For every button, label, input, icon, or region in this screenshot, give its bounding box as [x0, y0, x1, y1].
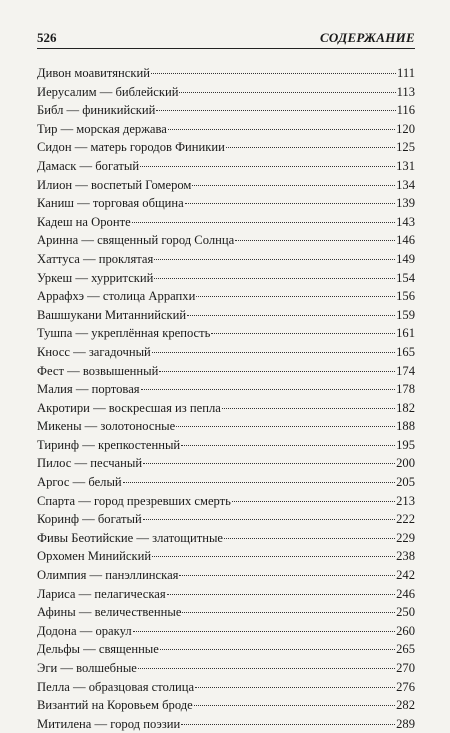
toc-entry-title: Сидон — матерь городов Финикии — [37, 140, 225, 155]
page-header — [37, 28, 415, 49]
toc-entry — [37, 287, 415, 306]
toc-entry-page: 289 — [396, 716, 415, 731]
toc-entry — [37, 250, 415, 269]
toc-entry-page: 146 — [396, 233, 415, 248]
toc-entry-title: Тушпа — укреплённая крепость — [37, 326, 211, 341]
toc-entry-title: Додона — оракул — [37, 623, 132, 638]
toc-entry — [37, 696, 415, 715]
toc-entry-title: Византий на Коровьем броде — [37, 698, 193, 713]
dot-leader — [132, 222, 395, 223]
toc-entry-title: Иерусалим — библейский — [37, 84, 179, 99]
toc-entry-page: 139 — [396, 196, 415, 211]
dot-leader — [222, 408, 395, 409]
toc-entry-title: Аринна — священный город Солнца — [37, 233, 235, 248]
toc-entry — [37, 566, 415, 585]
toc-entry — [37, 231, 415, 250]
dot-leader — [160, 649, 395, 650]
toc-entry-title: Кносс — загадочный — [37, 344, 151, 359]
toc-entry — [37, 269, 415, 288]
toc-entry-page: 222 — [396, 512, 415, 527]
toc-entry — [37, 83, 415, 102]
dot-leader — [143, 463, 395, 464]
toc-entry-page: 205 — [396, 475, 415, 490]
toc-entry-page: 246 — [396, 586, 415, 601]
toc-entry — [37, 547, 415, 566]
toc-entry — [37, 659, 415, 678]
toc-entry — [37, 194, 415, 213]
dot-leader — [181, 724, 395, 725]
dot-leader — [159, 371, 395, 372]
toc-entry-title: Кадеш на Оронте — [37, 214, 131, 229]
toc-entry-page: 195 — [396, 437, 415, 452]
dot-leader — [140, 166, 395, 167]
dot-leader — [235, 240, 395, 241]
toc-entry-title: Дивон моавитянский — [37, 66, 150, 80]
toc-entry-title: Дамаск — богатый — [37, 158, 140, 173]
toc-entry — [37, 678, 415, 697]
toc-entry — [37, 324, 415, 343]
toc-entry-page: 282 — [396, 698, 415, 713]
toc-entry — [37, 473, 415, 492]
toc-entry — [37, 343, 415, 362]
toc-entry-title: Илион — воспетый Гомером — [37, 177, 192, 192]
toc-entry-page: 111 — [397, 66, 415, 80]
toc-entry-title: Уркеш — хурритский — [37, 270, 154, 285]
toc-entry-title: Аррафхэ — столица Аррапхи — [37, 289, 196, 304]
dot-leader — [154, 259, 395, 260]
table-of-contents — [37, 64, 415, 733]
toc-entry-title: Каниш — торговая община — [37, 196, 184, 211]
toc-entry — [37, 157, 415, 176]
toc-entry — [37, 492, 415, 511]
dot-leader — [151, 73, 396, 74]
toc-entry-page: 276 — [396, 679, 415, 694]
toc-entry-title: Пилос — песчаный — [37, 456, 143, 471]
dot-leader — [179, 575, 395, 576]
dot-leader — [192, 185, 395, 186]
toc-entry — [37, 306, 415, 325]
dot-leader — [187, 315, 395, 316]
toc-entry — [37, 603, 415, 622]
dot-leader — [195, 687, 395, 688]
dot-leader — [156, 110, 395, 111]
toc-entry-title: Вашшукани Митаннийский — [37, 307, 187, 322]
dot-leader — [196, 296, 395, 297]
toc-entry-title: Фивы Беотийские — златощитные — [37, 530, 223, 545]
toc-entry-page: 116 — [396, 103, 415, 118]
dot-leader — [167, 594, 395, 595]
toc-entry-title: Спарта — город презревших смерть — [37, 493, 231, 508]
toc-entry — [37, 529, 415, 548]
toc-entry-page: 149 — [396, 251, 415, 266]
toc-entry-page: 238 — [396, 549, 415, 564]
toc-entry-page: 143 — [396, 214, 415, 229]
toc-entry-page: 113 — [396, 84, 415, 99]
toc-entry — [37, 399, 415, 418]
toc-entry — [37, 454, 415, 473]
dot-leader — [176, 426, 395, 427]
toc-entry — [37, 715, 415, 733]
toc-entry-title: Микены — золотоносные — [37, 419, 176, 434]
dot-leader — [224, 538, 395, 539]
toc-entry-page: 125 — [396, 140, 415, 155]
dot-leader — [185, 203, 395, 204]
toc-entry — [37, 362, 415, 381]
dot-leader — [168, 129, 395, 130]
page-number: 526 — [37, 30, 57, 45]
dot-leader — [179, 92, 395, 93]
toc-entry-page: 213 — [396, 493, 415, 508]
dot-leader — [154, 278, 395, 279]
dot-leader — [152, 352, 395, 353]
toc-entry-page: 178 — [396, 382, 415, 397]
dot-leader — [138, 668, 395, 669]
toc-entry-title: Хаттуса — проклятая — [37, 251, 154, 266]
toc-entry-page: 260 — [396, 623, 415, 638]
toc-entry — [37, 417, 415, 436]
toc-entry-page: 270 — [396, 661, 415, 675]
toc-entry-title: Тиринф — крепкостенный — [37, 437, 181, 452]
toc-entry-page: 265 — [396, 642, 415, 657]
toc-entry-page: 161 — [396, 326, 415, 341]
dot-leader — [152, 556, 395, 557]
toc-entry-title: Акротири — воскресшая из пепла — [37, 400, 221, 415]
toc-entry — [37, 120, 415, 139]
toc-entry-page: 242 — [396, 568, 415, 583]
dot-leader — [123, 482, 395, 483]
toc-entry — [37, 640, 415, 659]
toc-entry — [37, 138, 415, 157]
toc-entry — [37, 176, 415, 195]
toc-entry-title: Пелла — образцовая столица — [37, 679, 195, 694]
toc-entry-page: 120 — [396, 121, 415, 136]
dot-leader — [226, 147, 395, 148]
toc-entry — [37, 64, 415, 83]
toc-entry-title: Орхомен Минийский — [37, 549, 152, 564]
dot-leader — [143, 519, 395, 520]
toc-entry — [37, 622, 415, 641]
dot-leader — [141, 389, 396, 390]
toc-entry — [37, 213, 415, 232]
toc-entry-page: 165 — [396, 344, 415, 359]
dot-leader — [211, 333, 395, 334]
toc-entry-page: 229 — [396, 530, 415, 545]
toc-entry-page: 131 — [396, 158, 415, 173]
toc-entry-title: Коринф — богатый — [37, 512, 142, 527]
toc-entry — [37, 585, 415, 604]
toc-entry-title: Олимпия — панэллинская — [37, 568, 179, 583]
toc-entry-page: 154 — [396, 270, 415, 285]
toc-entry-title: Тир — морская держава — [37, 121, 167, 136]
running-title: СОДЕРЖАНИЕ — [319, 30, 415, 45]
toc-entry — [37, 436, 415, 455]
toc-entry-title: Библ — финикийский — [37, 103, 156, 118]
toc-entry-page: 250 — [396, 605, 415, 620]
toc-entry-page: 159 — [396, 307, 415, 322]
toc-entry-title: Митилена — город поэзии — [37, 716, 181, 731]
dot-leader — [194, 705, 395, 706]
toc-entry-title: Дельфы — священные — [37, 642, 159, 657]
toc-entry-page: 156 — [396, 289, 415, 304]
dot-leader — [133, 631, 396, 632]
toc-entry-page: 200 — [396, 456, 415, 471]
dot-leader — [181, 445, 395, 446]
toc-entry-page: 174 — [396, 363, 415, 378]
toc-entry-title: Эги — волшебные — [37, 661, 137, 675]
toc-entry-title: Аргос — белый — [37, 475, 122, 490]
toc-entry-title: Лариса — пелагическая — [37, 586, 166, 601]
toc-entry — [37, 101, 415, 120]
toc-entry-title: Малия — портовая — [37, 382, 140, 397]
dot-leader — [232, 501, 395, 502]
toc-entry-page: 182 — [396, 400, 415, 415]
toc-entry — [37, 510, 415, 529]
dot-leader — [182, 612, 395, 613]
toc-entry-title: Афины — величественные — [37, 605, 182, 620]
toc-entry-page: 134 — [396, 177, 415, 192]
toc-entry — [37, 380, 415, 399]
toc-entry-page: 188 — [396, 419, 415, 434]
toc-entry-title: Фест — возвышенный — [37, 363, 159, 378]
